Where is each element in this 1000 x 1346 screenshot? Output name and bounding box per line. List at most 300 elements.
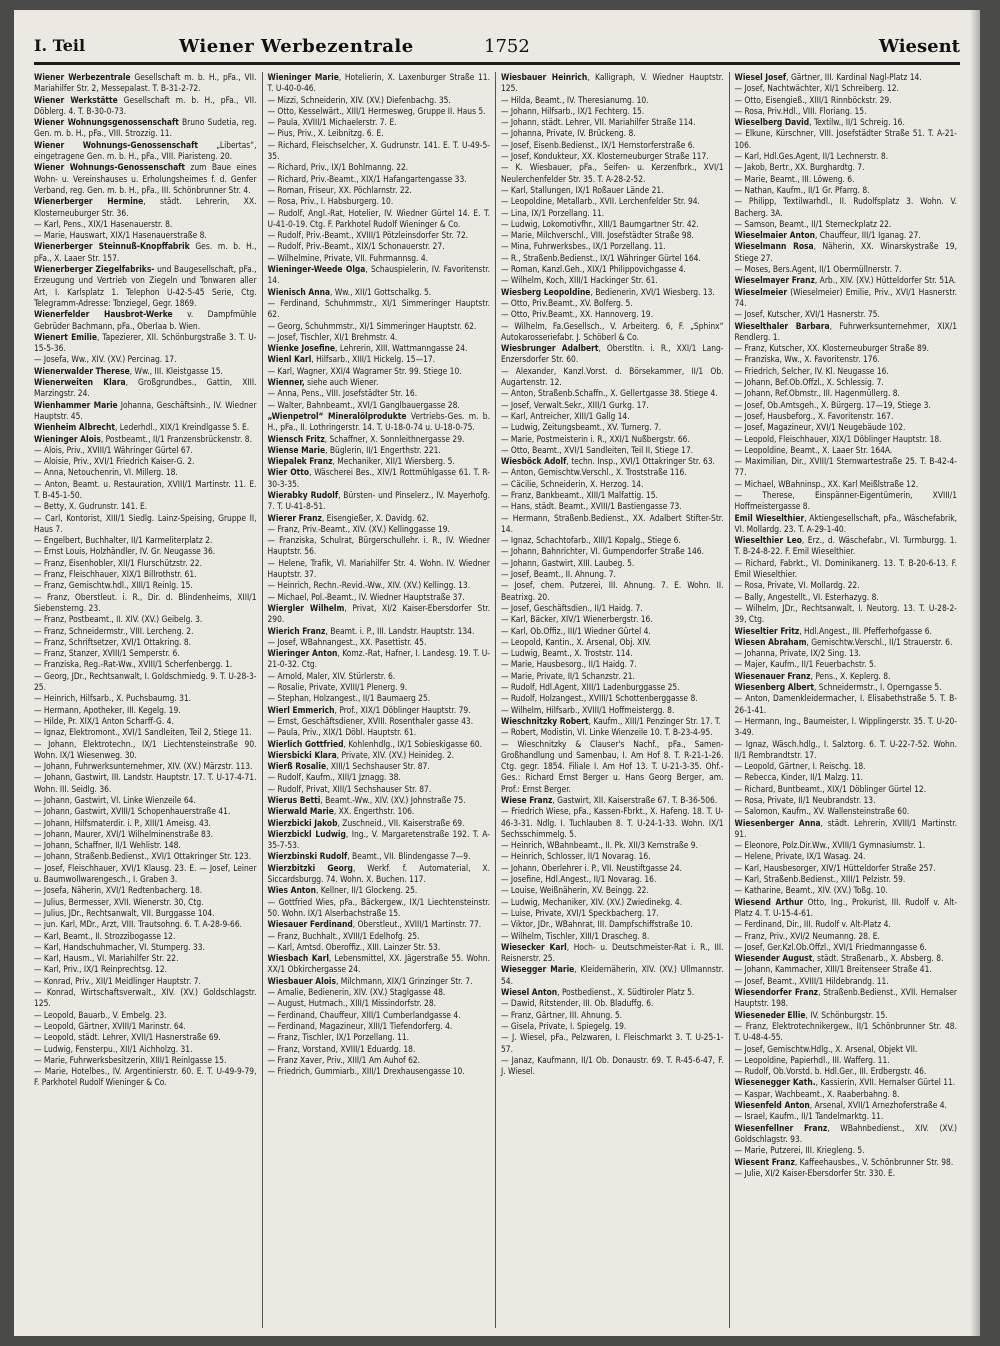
directory-entry: — Konrad, Priv., XII/1 Meidlinger Hauptstr. 7. <box>34 975 201 986</box>
directory-entry: — Ignaz, Schachtofarb., XIII/1 Kopalg., Stiege 6. <box>501 535 681 546</box>
directory-entry: — Richard, Fabrkt., VI. Dominikanerg. 13. T. B-20-6-13. F. Emil Wieselthier. <box>734 557 957 580</box>
directory-entry: Wiener Werbezentrale Gesellschaft m. b. H., pFa., VII. Mariahilfer Str. 2, Messepalast. T. B-31-2-72. <box>34 72 257 94</box>
directory-entry: Wiesböck Adolf, techn. Insp., XVI/1 Ottakringer Str. 63. <box>501 456 715 467</box>
directory-entry: — Ludwig, Fensterpu., XII/1 Aichholzg. 31. <box>34 1043 193 1054</box>
directory-entry: — Josef, Tischler, XI/1 Brehmstr. 4. <box>267 331 398 342</box>
directory-entry: Wierabky Rudolf, Bürsten- und Pinselerz., IV. Mayerhofg. 7. T. U-41-8-51. <box>267 489 490 512</box>
directory-entry: — Wilhelm, JDr., Rechtsanwalt, I. Neutorg. 13. T. U-28-2-39, Ctg. <box>734 602 957 625</box>
directory-entry: Wierzbinski Rudolf, Beamt., VII. Blindengasse 7—9. <box>267 851 471 862</box>
directory-entry: — Viktor, JDr., WBahnrat, III. Dampfschiffstraße 10. <box>501 919 693 930</box>
directory-entry: — Walter, Bahnbeamt., XVI/1 Ganglbauergasse 28. <box>267 399 460 410</box>
directory-entry: Wiener Werkstätte Gesellschaft m. b. H., pFa., VII. Döblerg. 4. T. B-30-0-73. <box>34 94 257 116</box>
directory-entry: Wienke Josefine, Lehrerin, XIII. Wattmanngasse 24. <box>267 343 468 354</box>
directory-entry: — Ludwig, Zeitungsbeamt., XV. Turnerg. 7. <box>501 422 662 433</box>
directory-entry: — Karl, Ob.Offiz., III/1 Wiedner Gürtel 4. <box>501 625 651 636</box>
directory-entry: — Helene, Private, IX/1 Wasag. 24. <box>734 851 866 862</box>
directory-entry: — Karl, Priv., IX/1 Reinprechtsg. 12. <box>34 964 168 975</box>
directory-entry: Wieselthier Leo, Erz., d. Wäschefabr., VI. Turmburgg. 1. T. B-24-8-22. F. Emil Wieselthier. <box>734 535 957 557</box>
directory-entry: Wierus Betti, Beamt.-Ww., XIV. (XV.) Johnstraße 75. <box>267 795 466 805</box>
directory-entry: Wienheim Albrecht, Lederhdl., XIX/1 Kreindlgasse 5. E. <box>34 422 250 433</box>
directory-entry: — Heinrich, WBahnbeamt., II. Pk. XII/3 Kernstraße 9. <box>501 840 698 851</box>
directory-entry: Wierl Emmerich, Prof., XIX/1 Döblinger Hauptstr. 79. <box>267 704 471 715</box>
directory-entry: Wieninger Alois, Postbeamt., II/1 Franzensbrückenstr. 8. <box>34 433 252 444</box>
directory-entry: Wierer Franz, Eisengießer, X. Davidg. 62. <box>267 512 429 523</box>
directory-entry: Wiesel Josef, Gärtner, III. Kardinal Nagl-Platz 14. <box>734 72 922 82</box>
directory-entry: — Leopold, Fleischhauer, XIX/1 Döblinger Hauptstr. 18. <box>734 433 942 444</box>
directory-entry: — Kaspar, Wachbeamt., X. Raaberbahng. 8. <box>734 1088 900 1099</box>
directory-entry: — Hilda, Beamt., IV. Theresianumg. 10. <box>501 94 649 105</box>
directory-entry: — Johann, Gastwirt, XVIII/1 Schopenhauerstraße 41. <box>34 806 231 817</box>
directory-entry: — Anton, Beamt. u. Restauration, XVIII/1 Martinstr. 11. E. T. B-45-1-50. <box>34 478 257 500</box>
directory-entry: — Josef, Fleischhauer, XVI/1 Klausg. 23. E. — Josef, Leiner u. Baumwollwarengesch., I. Graben 3. <box>34 862 257 885</box>
directory-entry: — Wilhelm, Fa.Gesellsch., V. Arbeiterg. 6, F. „Sphinx“ Autokarosseriefabr. J. Schöberl & Co. <box>501 320 724 342</box>
directory-entry: — Majer, Kaufm., II/1 Feuerbachstr. 5. <box>734 659 877 670</box>
directory-entry: — Alois, Priv., XVIII/1 Währinger Gürtel 67. <box>34 444 193 455</box>
directory-entry: — Karl, Pens., XIX/1 Hasenauerstr. 8. <box>34 218 173 229</box>
directory-entry: — Anton, Straßenb.Schaffn., X. Gellertgasse 38. Stiege 4. <box>501 388 718 399</box>
directory-entry: — Josef, Kutscher, XVI/1 Hasnerstr. 75. <box>734 309 880 320</box>
directory-entry: — Bally, Angestellt., VI. Esterhazyg. 8. <box>734 591 879 602</box>
directory-entry: — Johann, Kammacher, XIII/1 Breitenseer Straße 41. <box>734 964 932 975</box>
directory-entry: — Franz, Schriftsetzer, XVI/1 Ottakring. 8. <box>34 636 192 647</box>
directory-entry: — Karl, Stallungen, IX/1 Roßauer Lände 21. <box>501 184 664 195</box>
part-label: I. Teil <box>34 36 86 55</box>
directory-entry: — Karl, Straßenb.Bedienst., XIII/1 Pelzistr. 59. <box>734 874 906 885</box>
directory-entry: — Helene, Trafik, VI. Mariahilfer Str. 4. Wohn. IV. Wiedner Hauptstr. 37. <box>267 557 490 580</box>
directory-entry: Wienhammer Marie Johanna, Geschäftsinh., IV. Wiedner Hauptstr. 45. <box>34 399 257 421</box>
directory-entry: — Katharine, Beamt., XIV. (XV.) Toßg. 10. <box>734 885 888 896</box>
directory-entry: — Rudolf, Angl.-Rat, Hotelier, IV. Wiedner Gürtel 14. E. T. U-41-0-19. Ctg. F. Parkhotel Rudolf Wieninger & Co. <box>267 207 490 229</box>
directory-entry: — Johann, Bef.Ob.Offzl., X. Schlessig. 7. <box>734 377 884 388</box>
directory-entry: — Marie, Beamt., III. Löweng. 6. <box>734 173 855 184</box>
directory-entry: — Konrad, Wirtschaftsverwalt., XIV. (XV.) Goldschlagstr. 125. <box>34 987 257 1009</box>
directory-entry: — Michael, Pol.-Beamt., IV. Wiedner Hauptstraße 37. <box>267 591 465 602</box>
directory-entry: — Wilhelm, Koch, XIII/1 Hackinger Str. 61. <box>501 275 658 286</box>
directory-entry: Wiener Wohnungs-Genossenschaft „Libertas“, eingetragene Gen. m. b. H., pFa., VIII. Piaristeng. 20. <box>34 139 257 162</box>
directory-entry: — Roman, Kanzl.Geh., XIX/1 Philippovichgasse 4. <box>501 264 686 275</box>
directory-entry: — Karl, Bäcker, XIV/1 Wienerbergstr. 16. <box>501 614 653 625</box>
directory-entry: — Heinrich, Schlosser, II/1 Novarag. 16. <box>501 851 651 862</box>
directory-entry: — Johann, Gastwirt, III. Landstr. Hauptstr. 17. T. U-17-4-71. Wohn. III. Seidlg. 36. <box>34 772 257 794</box>
directory-entry: — Julie, XI/2 Kaiser-Ebersdorfer Str. 330. E. <box>734 1167 896 1178</box>
directory-entry: — Franz, Bankbeamt., XIII/1 Malfattig. 15. <box>501 489 658 500</box>
directory-entry: — Marie, Hotelbes., IV. Argentinierstr. 60. E. T. U-49-9-79, F. Parkhotel Rudolf Wieninger & Co. <box>34 1066 257 1088</box>
directory-entry: — Leopoldine, Papierhdl., III. Wafferg. 11. <box>734 1054 890 1065</box>
directory-entry: — Elkune, Kürschner, VIII. Josefstädter Straße 51. T. A-21-106. <box>734 128 957 150</box>
directory-entry: — Franz, Kutscher, XX. Klosterneuburger Straße 89. <box>734 343 930 354</box>
directory-entry: — Otto, Eisengieß., XIII/1 Rinnböckstr. 29. <box>734 94 892 105</box>
directory-entry: — Johann, Oberlehrer i. P., VII. Neustiftgasse 24. <box>501 862 682 873</box>
directory-entry: Wieselmeier (Wieselmeier) Emilie, Priv., XVI/1 Hasnerstr. 74. <box>734 286 957 308</box>
directory-entry: — Mina, Fuhrwerksbes., IX/1 Porzellang. 11. <box>501 241 666 252</box>
directory-entry: — Rudolf, Privat, XIII/1 Sechshauser Str. 87. <box>267 783 432 794</box>
directory-entry: — Georg, Schuhmmstr., XI/1 Simmeringer Hauptstr. 62. <box>267 320 477 331</box>
directory-entry: Wiener Wohnungs-Genossenschaft zum Baue eines Wohn- u. Vereinshauses u. Erholungsheimes f. d. Genfer Verband, reg. Gen. m. b. H., pFa., III. Schönbrunner Str. 4. <box>34 162 257 195</box>
directory-entry: — Johann, Schaffner, II/1 Wehlistr. 148. <box>34 840 181 851</box>
directory-entry: — Anton, Gemischtw.Verschl., X. Troststraße 116. <box>501 467 687 478</box>
directory-entry: Wiesauer Ferdinand, Oberstleut., XVIII/1 Martinstr. 77. <box>267 919 482 930</box>
directory-entry: — Rudolf, Priv.-Beamt., XVIII/1 Pötzleinsdorfer Str. 72. <box>267 230 469 241</box>
directory-entry: Wiesegger Marie, Kleidernäherin, XIV. (XV.) Ullmannstr. 54. <box>501 964 724 986</box>
directory-entry: — Mizzi, Schneiderin, XIV. (XV.) Diefenbachg. 35. <box>267 94 451 105</box>
directory-page <box>14 10 980 1336</box>
directory-entry: Wiesenberg Albert, Schneidermstr., I. Operngasse 5. <box>734 682 942 693</box>
directory-entry: — Georg, JDr., Rechtsanwalt, I. Goldschmiedg. 9. T. U-28-3-25. <box>34 670 257 693</box>
directory-entry: — Paula, Priv., XIX/1 Döbl. Hauptstr. 61. <box>267 727 417 738</box>
directory-entry: — Pius, Priv., X. Leibnitzg. 6. E. <box>267 128 384 139</box>
directory-entry: — Julius, JDr., Rechtsanwalt, VII. Burggasse 104. <box>34 907 215 918</box>
directory-entry: — Johann, Hilfsmaterdir. i. P., XIII/1 Ameisg. 43. <box>34 817 211 828</box>
right-running-head: Wiesent <box>878 36 960 57</box>
directory-entry: — Maximilian, Dir., XVIII/1 Sternwartestraße 25. T. B-42-4-77. <box>734 456 957 478</box>
directory-entry: — Wilhelmine, Private, VII. Fuhrmannsg. 4. <box>267 252 429 263</box>
directory-entry: — Franz, Priv.-Beamt., XIV. (XV.) Kellinggasse 19. <box>267 523 450 534</box>
directory-entry: — Johanna, Private, IX/2 Sing. 13. <box>734 648 861 659</box>
directory-entry: — Josef, chem. Putzerei, III. Ahnung. 7. E. Wohn. II. Beatrixg. 20. <box>501 580 724 602</box>
directory-entry: — Franz, Schneidermstr., VIII. Lercheng. 2. <box>34 625 194 636</box>
directory-entry: — Rosa, Priv., I. Habsburgerg. 10. <box>267 196 394 207</box>
directory-entry: — Marie, Hausbesorg., II/1 Haidg. 7. <box>501 659 637 670</box>
directory-entry: Wiesenfellner Franz, WBahnbedienst., XIV. (XV.) Goldschlagstr. 93. <box>734 1122 957 1144</box>
directory-entry: Wiesenfeld Anton, Arsenal, XVII/1 Arnezhoferstraße 4. <box>734 1100 947 1111</box>
directory-entry: — Franziska, Schulrat, Bürgerschullehr. i. R., IV. Wiedner Hauptstr. 56. <box>267 535 490 557</box>
page-header <box>34 32 960 65</box>
directory-entry: — Franz, Fleischhauer, XIX/1 Billrothstr. 61. <box>34 569 197 580</box>
directory-entry: — Ernst Louis, Holzhändler, IV. Gr. Neugasse 36. <box>34 546 216 557</box>
directory-entry: Wienerberger Steinnuß-Knopffabrik Ges. m. b. H., pFa., X. Laaer Str. 157. <box>34 241 257 263</box>
directory-entry: Wierlich Gottfried, Kohlenhdlg., IX/1 Sobieskigasse 60. <box>267 738 482 749</box>
directory-entry: — K. Wiesbauer, pFa., Seifen- u. Kerzenfbrk., XVI/1 Neulerchenfelder Str. 35. T. A-28-2-52. <box>501 162 724 184</box>
directory-entry: — Heinrich, Rechn.-Revid.-Ww., XIV. (XV.) Kellingg. 13. <box>267 580 471 591</box>
directory-entry: — Hans, städt. Beamt., XVIII/1 Bastiengasse 73. <box>501 501 682 512</box>
directory-entry: — Karl, Wagner, XXI/4 Wagramer Str. 99. Stiege 10. <box>267 365 462 376</box>
directory-entry: Wiesend Arthur Otto, Ing., Prokurist, III. Rudolf v. Alt-Platz 4. T. U-15-4-61. <box>734 896 957 918</box>
directory-entry: — Carl, Kontorist, XIII/1 Siedlg. Lainz-Speising, Gruppe II, Haus 7. <box>34 512 257 534</box>
directory-entry: — Aloisie, Priv., XVI/1 Friedrich Kaiser-G. 2. <box>34 456 195 467</box>
directory-entry: — Josefine, Hdl.Angest., II/1 Novarag. 16. <box>501 874 657 885</box>
directory-entry: Wienerberger Hermine, städt. Lehrerin, XX. Klosterneuburger Str. 36. <box>34 196 257 218</box>
directory-entry: Wies Anton, Kellner, II/1 Glockeng. 25. <box>267 885 418 896</box>
directory-entry: — Johann, Gastwirt, XIII. Laubeg. 5. <box>501 557 635 568</box>
directory-entry: — Leopoldine, Beamt., X. Laaer Str. 164A. <box>734 444 893 455</box>
directory-entry: — Philipp, Textilwarhdl., II. Rudolfsplatz 3. Wohn. V. Bacherg. 3A. <box>734 196 957 218</box>
left-running-head: Wiener Werbezentrale <box>179 36 414 57</box>
directory-entry: — Paula, XVIII/1 Michaelerstr. 7. E. <box>267 117 397 128</box>
directory-entry: — Alexander, Kanzl.Vorst. d. Börsekammer, II/1 Ob. Augartenstr. 12. <box>501 365 724 388</box>
directory-entry: — Marie, Postmeisterin i. R., XXI/1 Nußbergstr. 66. <box>501 433 690 444</box>
directory-entry: Wiesender August, städt. Straßenarb., X. Absberg. 8. <box>734 953 944 964</box>
directory-entry: Wierich Franz, Beamt. i. P., III. Landstr. Hauptstr. 134. <box>267 625 475 636</box>
directory-entry: — Ferdinand, Chauffeur, XIII/1 Cumberlandgasse 4. <box>267 1009 461 1020</box>
directory-entry: — Josef, Hausbeforg., X. Favoritenstr. 167. <box>734 410 894 421</box>
directory-entry: — Otto, Kesselwärt., XIII/1 Hermesweg, Gruppe II. Haus 5. <box>267 105 486 116</box>
directory-entry: — Salomon, Kaufm., XV. Wallensteinstraße 60. <box>734 806 910 817</box>
directory-entry: — Otto, Beamt., XVI/1 Sandleiten, Teil II, Stiege 17. <box>501 444 694 455</box>
directory-entry: — Josef, Kondukteur, XX. Klosterneuburger Straße 117. <box>501 151 709 162</box>
directory-entry: — Josef, Magazineur, XVI/1 Neugebäude 102. <box>734 422 906 433</box>
directory-entry: — Franziska, Reg.-Rat-Ww., XVIII/1 Scherfenbergg. 1. <box>34 659 233 670</box>
directory-entry: — Josef, Ob.Amtsgeh., X. Bürgerg. 17—19, Stiege 3. <box>734 399 931 410</box>
directory-entry: — Josef, Verwalt.Sekr., XIII/1 Gurkg. 17. <box>501 399 649 410</box>
directory-entry: Wienisch Anna, Ww., XII/1 Gottschalkg. 5. <box>267 286 432 297</box>
directory-entry: — Ferdinand, Schuhmmstr., XI/1 Simmeringer Hauptstr. 62. <box>267 297 490 320</box>
directory-entry: — Franz, Postbeamt., II. XIV. (XV.) Geibelg. 3. <box>34 614 203 625</box>
directory-entry: — Anna, Netouchenrin, VI. Millerg. 18. <box>34 467 178 478</box>
directory-entry: Wiersbicki Klara, Private, XIV. (XV.) Heinideg. 2. <box>267 749 455 760</box>
directory-entry: — Leopold, Gärtner, I. Reischg. 18. <box>734 761 866 772</box>
directory-entry: Wierzbitzki Georg, Werkf. f. Automaterial, X. Siccardsburgg. 74. Wohn. X. Buchen. 117. <box>267 862 490 885</box>
directory-entry: — Johann, Gastwirt, VI. Linke Wienzeile 64. <box>34 795 196 805</box>
directory-entry: — Franz, Eisenhobler, XII/1 Flurschützstr. 22. <box>34 557 202 568</box>
directory-entry: — Anton, Damenkleidermacher, I. Elisabethstraße 5. T. B-26-1-41. <box>734 693 957 715</box>
directory-entry: — Marie, Putzerei, III. Kriegleng. 5. <box>734 1145 865 1156</box>
directory-entry: — Ernst, Geschäftsdiener, XVIII. Rosenthaler gasse 43. <box>267 715 474 726</box>
directory-entry: — jun. Karl, MDr., Arzt, VIII. Trautsohng. 6. T. A-28-9-66. <box>34 919 243 930</box>
directory-entry: — Samson, Beamt., II/1 Sterneckplatz 22. <box>734 218 892 229</box>
directory-entry: Wiesbauer Alois, Milchmann, XIX/1 Grinzinger Str. 7. <box>267 975 473 986</box>
directory-entry: Wierzbickl Ludwig, Ing., V. Margaretenstraße 192. T. A-35-7-53. <box>267 828 490 851</box>
directory-entry: Wieselmann Rosa, Näherin, XX. Winarskystraße 19, Stiege 27. <box>734 241 957 263</box>
directory-entry: — R., Straßenb.Bedienst., IX/1 Währinger Gürtel 164. <box>501 252 701 263</box>
directory-entry: — Josef, WBahnangest., XX. Pasettistr. 45. <box>267 636 427 647</box>
directory-entry: — Dawid, Ritstender, III. Ob. Bladuffg. 6. <box>501 998 654 1009</box>
directory-entry: — Rudolf, Holzangest., XVIII/1 Schottenberggasse 8. <box>501 693 698 704</box>
directory-entry: — Johann, städt. Lehrer, VII. Mariahilfer Straße 114. <box>501 117 696 128</box>
directory-entry: Wiener Wohnungsgenossenschaft Bruno Sudetia, reg. Gen. m. b. H., pFa., VIII. Strozzig. 11. <box>34 117 257 139</box>
column-3 <box>495 72 729 1328</box>
directory-entry: — Stephan, Holzangest., II/1 Baumaerg 25. <box>267 693 431 704</box>
directory-entry: Wienert Emilie, Tapezierer, XII. Schönburgstraße 3. T. U-15-5-36. <box>34 331 257 354</box>
directory-entry: — August, Hutmach., XIII/1 Missindorfstr. 28. <box>267 998 437 1009</box>
directory-entry: — Ludwig, Lokomotivfhr., XIII/1 Baumgartner Str. 42. <box>501 218 699 229</box>
directory-entry: Wienerfelder Hausbrot-Werke v. Dampfmühle Gebrüder Bachmann, pFa., Oberlaa b. Wien. <box>34 309 257 331</box>
directory-entry: Wienl Karl, Hilfsarb., XIII/1 Hickelg. 15—17. <box>267 354 436 365</box>
directory-entry: — Josef, Ger.Kzl.Ob.Offzl., XVI/1 Friedmanngasse 6. <box>734 941 927 952</box>
directory-entry: — Richard, Priv.-Beamt., XIX/1 Hafangartengasse 33. <box>267 173 467 184</box>
directory-entry: — Franz, Oberstleut. i. R., Dir. d. Blindenheims, XIII/1 Siebensterng. 23. <box>34 591 257 613</box>
directory-entry: Wierß Rosalie, XIII/1 Sechshauser Str. 87. <box>267 761 430 772</box>
directory-entry: — Israel, Kaufm., II/1 Tandelmarktg. 11. <box>734 1111 884 1122</box>
directory-entry: — Leopold, Gärtner, XVIII/1 Marinstr. 64. <box>34 1020 186 1031</box>
directory-entry: — Karl, Hausbesorger, XIV/1 Hütteldorfer Straße 257. <box>734 862 936 873</box>
column-4 <box>729 72 963 1328</box>
directory-entry: — Robert, Modistin, VI. Linke Wienzeile 10. T. B-23-4-95. <box>501 727 713 738</box>
directory-entry: — Franz, Vorstand, XVIII/1 Eduardg. 18. <box>267 1043 416 1054</box>
directory-entry: Wieninger-Weede Olga, Schauspielerin, IV. Favoritenstr. 14. <box>267 264 490 286</box>
directory-entry: — Franz, Gärtner, III. Ahnung. 5. <box>501 1009 623 1020</box>
directory-entry: — Johann, Bahnrichter, VI. Gumpendorfer Straße 146. <box>501 546 704 557</box>
directory-entry: Wienerwalder Therese, Ww., III. Kleistgasse 15. <box>34 365 223 376</box>
directory-entry: — Franz, Elektrotechnikergew., II/1 Schönbrunner Str. 48. T. U-48-4-55. <box>734 1020 957 1043</box>
directory-entry: — Karl, Beamt., II. Strozzibogasse 12. <box>34 930 176 941</box>
directory-entry: — Josef, Eisenb.Bedienst., IX/1 Hernstorferstraße 6. <box>501 139 695 150</box>
directory-entry: — Rudolf, Hdl.Agent, XIII/1 Ladenburggasse 25. <box>501 682 680 693</box>
directory-entry: Wienerberger Ziegelfabriks- und Baugesellschaft, pFa., Erzeugung und Vertrieb von Ziegeln und Tonwaren aller Art, I. Karlsplatz 1. Telephon U-42-5-45 Serie, Ctg. Telegramm-Adresse: Tonziegel, Gegr. 1869. <box>34 264 257 308</box>
directory-columns <box>34 72 962 1328</box>
directory-entry: Wiesberg Leopoldine, Bedienerin, XVI/1 Wiesberg. 13. <box>501 286 715 297</box>
directory-entry: — Arnold, Maler, XIV. Stürlerstr. 6. <box>267 670 396 681</box>
directory-entry: — Franz, Gemischtw.hdl., XIII/1 Reinlg. 15. <box>34 580 193 591</box>
directory-entry: Wiesenberger Anna, städt. Lehrerin, XVIII/1 Martinstr. 91. <box>734 817 957 839</box>
directory-entry: — Otto, Priv.Beamt., XX. Hannoverg. 19. <box>501 309 653 320</box>
directory-entry: — Karl, Hausm., VI. Mariahilfer Str. 22. <box>34 953 179 964</box>
directory-entry: Wierwald Marie, XX. Engerthstr. 106. <box>267 806 415 817</box>
directory-entry: — Johann, Maurer, XVI/1 Wilhelminenstraße 83. <box>34 828 214 839</box>
directory-entry: — Wilhelm, Hilfsarb., XVIII/1 Hoffmeistergg. 8. <box>501 704 675 715</box>
directory-entry: — Rudolf, Ob.Vorstd. b. Hdl.Ger., III. Erdbergstr. 46. <box>734 1066 927 1077</box>
directory-entry: — Franziska, Ww., X. Favoritenstr. 176. <box>734 354 880 365</box>
directory-entry: — Josef, Gemischtw.Hdlg., X. Arsenal, Objekt VII. <box>734 1043 918 1054</box>
directory-entry: — Moses, Bers.Agent, II/1 Obermüllnerstr. 7. <box>734 264 902 275</box>
directory-entry: — Luise, Private, XVI/1 Speckbacherg. 17. <box>501 907 659 918</box>
directory-entry: — Richard, Fleischselcher, X. Gudrunstr. 141. E. T. U-49-5-35. <box>267 139 490 162</box>
directory-entry: Wieselmayer Franz, Arb., XIV. (XV.) Hütteldorfer Str. 51A. <box>734 275 957 286</box>
directory-entry: „Wienpetrol“ Mineralölprodukte Vertriebs-Ges. m. b. H., pFa., II. Lothringerstr. 14. T. U-18-0-74 u. U-18-0-75. <box>267 410 490 433</box>
directory-entry: — Ludwig, Beamt., X. Troststr. 114. <box>501 648 633 659</box>
directory-entry: — Janaz, Kaufmann, II/1 Ob. Donaustr. 69. T. R-45-6-47, F. J. Wiesel. <box>501 1054 724 1077</box>
directory-entry: — Rudolf, Kaufm., XIII/1 Jznagg. 38. <box>267 772 401 783</box>
directory-entry: Wienner, siehe auch Wiener. <box>267 377 379 388</box>
directory-entry: — Josefa, Näherin, XVI/1 Redtenbacherg. 18. <box>34 885 203 896</box>
directory-entry: Wieringer Anton, Komz.-Rat, Hafner, I. Landesg. 19. T. U-21-0-32. Ctg. <box>267 648 491 670</box>
directory-entry: — Gisela, Private, I. Spiegelg. 19. <box>501 1020 627 1031</box>
page-number: 1752 <box>484 36 530 57</box>
directory-entry: — Hilde, Pr. XIX/1 Anton Scharff-G. 4. <box>34 715 174 726</box>
directory-entry: Wiesent Franz, Kaffeehausbes., V. Schönbrunner Str. 98. <box>734 1156 954 1167</box>
directory-entry: — Josef, Beamt., XVIII/1 Hildebrandg. 11. <box>734 975 889 986</box>
directory-entry: — Ludwig, Mechaniker, XIV. (XV.) Zwiedinekg. 4. <box>501 896 683 907</box>
directory-entry: — Franz, Priv., XVI/2 Neumanng. 28. E. <box>734 930 880 941</box>
directory-entry: — Johann, Hilfsarb., IX/1 Fechterg. 15. <box>501 105 645 116</box>
directory-entry: Wiesenauer Franz, Pens., X. Keplerg. 8. <box>734 670 891 681</box>
directory-entry: Wier Otto, Wäscherei Bes., XIV/1 Rottmühlgasse 61. T. R-30-3-35. <box>267 467 491 489</box>
directory-entry: Wieselthaler Barbara, Fuhrwerksunternehmer, XIX/1 Rendlerg. 1. <box>734 320 957 342</box>
directory-entry: Wiesendorfer Franz, Straßenb.Bedienst., XVII. Hernalser Hauptstr. 198. <box>734 987 957 1009</box>
directory-entry: — Leopold, Kantin., X. Arsenal, Obj. XIV. <box>501 636 651 647</box>
directory-entry: — Friedrich Wiese, pFa., Kassen-Fbrkt., X. Hafeng. 18. T. U-46-3-31. Ndlg. I. Tuchlauben 8. T. U-24-1-33. Wohn. IX/1 Sechsschimmelg. 5. <box>501 806 724 839</box>
directory-entry: Wienerweiten Klara, Großgrundbes., Gattin, XIII. Marzingstr. 24. <box>34 377 257 399</box>
directory-entry: — Franz, Stanzer, XVIII/1 Semperstr. 6. <box>34 648 180 659</box>
directory-entry: — Johann, Ref.Obmstr., III. Hagenmüllerg. 8. <box>734 388 900 399</box>
directory-entry: — Rebecca, Kinder, II/1 Malzg. 11. <box>734 772 864 783</box>
directory-entry: — Lina, IX/1 Porzellang. 11. <box>501 207 605 218</box>
directory-entry: — Leopoldine, Metallarb., XVII. Lerchenfelder Str. 94. <box>501 196 700 207</box>
directory-entry: — Wilhelm, Tischler, XIII/1 Drascheg. 8. <box>501 930 650 941</box>
directory-entry: — Josef, Beamt., II. Ahnung. 7. <box>501 569 616 580</box>
directory-entry: — Gottfried Wies, pFa., Bäckergew., IX/1 Liechtensteinstr. 50. Wohn. IX/1 Alserbachstraße 15. <box>267 896 490 918</box>
column-2 <box>262 72 496 1328</box>
directory-entry: Emil Wieselthier, Aktiengesellschaft, pFa., Wäschefabrik, VI. Mollardg. 23. T. A-29-1-40. <box>734 512 957 534</box>
directory-entry: — Franz, Tischler, IX/1 Porzellang. 11. <box>267 1032 410 1043</box>
directory-entry: — Michael, WBahninsp., XX. Karl Meißlstraße 12. <box>734 478 919 489</box>
directory-entry: — Hermann, Apotheker, III. Kegelg. 19. <box>34 704 181 715</box>
directory-entry: — Ignaz, Wäsch.hdlg., I. Salztorg. 6. T. U-22-7-52. Wohn. II/1 Rembrandtstr. 17. <box>734 738 957 760</box>
directory-entry: — Cäcilie, Schneiderin, X. Herzog. 14. <box>501 478 644 489</box>
directory-entry: Wieselmaier Anton, Chauffeur, III/1 Iganag. 27. <box>734 230 921 241</box>
directory-entry: Wierzbicki Jakob, Zuschneid., VII. Kaiserstraße 69. <box>267 817 465 828</box>
directory-entry: Wiesen Abraham, Gemischtw.Verschl., II/1 Strauerstr. 6. <box>734 636 953 647</box>
directory-entry: — Leopold, Bauarb., V. Embelg. 23. <box>34 1009 167 1020</box>
directory-entry: — Johanna, Private, IV. Brückeng. 8. <box>501 128 636 139</box>
directory-entry: — Johann, Elektrotechn., IX/1 Liechtensteinstraße 90. Wohn. IX/1 Wiesenweg. 30. <box>34 738 257 760</box>
directory-entry: — Rosalie, Private, XVIII/1 Plenerg. 9. <box>267 682 408 693</box>
directory-entry: Wiepalek Franz, Mechaniker, XII/1 Wiersberg. 5. <box>267 456 455 467</box>
directory-entry: — Friedrich, Selcher, IV. Kl. Neugasse 16. <box>734 365 889 376</box>
directory-entry: — Karl, Antreicher, XIII/1 Gallg 14. <box>501 410 630 421</box>
directory-entry: Wiesbrunger Adalbert, Oberstltn. i. R., XXI/1 Lang-Enzersdorfer Str. 60. <box>501 343 724 365</box>
directory-entry: — Louise, Weißnäherin, XV. Beingg. 22. <box>501 885 649 896</box>
directory-entry: — Karl, Hdl.Ges.Agent, II/1 Lechnerstr. 8. <box>734 151 889 162</box>
directory-entry: — Marie, Milchverschl., VIII. Josefstädter Straße 98. <box>501 230 694 241</box>
directory-entry: — Roman, Friseur, XX. Pöchlarnstr. 22. <box>267 184 412 195</box>
directory-entry: — Rosa, Private, II/1 Neubrandstr. 13. <box>734 795 876 805</box>
directory-entry: — Eleonore, Polz.Dir.Ww., XVIII/1 Gymnasiumstr. 1. <box>734 840 926 851</box>
directory-entry: — Marie, Fuhrwerksbesitzerin, XIII/1 Reinlgasse 15. <box>34 1054 227 1065</box>
scan-edge-shadow <box>970 10 980 1336</box>
directory-entry: Wiese Franz, Gastwirt, XII. Kaiserstraße 67. T. B-36-506. <box>501 795 718 805</box>
directory-entry: — Franz Xaver, Priv., XIII/1 Am Auhof 62. <box>267 1054 421 1065</box>
directory-entry: — Ignaz, Elektromont., XVI/1 Sandleiten, Teil 2, Stiege 11. <box>34 727 252 738</box>
directory-entry: — Hermann, Ing., Baumeister, I. Wipplingerstr. 35. T. U-20-3-49. <box>734 715 957 738</box>
directory-entry: — Johann, Fuhrwerksunternehmer, XIV. (XV.) Märzstr. 113. <box>34 761 253 772</box>
directory-entry: — Johann, Straßenb.Bedienst., XVI/1 Ottakringer Str. 123. <box>34 851 251 862</box>
directory-entry: — Heinrich, Hilfsarb., X. Puchsbaumg. 31. <box>34 693 192 704</box>
directory-entry: — J. Wiesel, pFa., Pelzwaren, I. Fleischmarkt 3. T. U-25-1-57. <box>501 1032 724 1054</box>
directory-entry: Wieseneder Ellie, IV. Schönburgstr. 15. <box>734 1009 888 1020</box>
directory-entry: Wiensch Fritz, Schaffner, X. Sonnleithnergasse 29. <box>267 433 465 444</box>
directory-entry: — Engelbert, Buchhalter, II/1 Karmeliterplatz 2. <box>34 535 213 546</box>
directory-entry: — Hermann, Straßenb.Bedienst., XX. Adalbert Stifter-Str. 14. <box>501 512 724 534</box>
directory-entry: — Anna, Pens., VIII. Josefstädter Str. 16. <box>267 388 418 399</box>
directory-entry: — Ferdinand, Magazineur, XIII/1 Tiefendorferg. 4. <box>267 1020 453 1031</box>
directory-entry: — Rosa, Private, VI. Mollardg. 22. <box>734 580 860 591</box>
directory-entry: Wiesbauer Heinrich, Kalligraph, V. Wiedner Hauptstr. 125. <box>501 72 724 94</box>
directory-entry: — Karl, Handschuhmacher, VI. Stumperg. 33. <box>34 941 205 952</box>
directory-entry: — Rosa, Priv.Hdl., VIII. Floriang. 15. <box>734 105 867 116</box>
directory-entry: Wiesenegger Kath., Kassierin, XVII. Hernalser Gürtel 11. <box>734 1077 956 1088</box>
directory-entry: Wieseltier Fritz, Hdl.Angest., III. Pfefferhofgasse 6. <box>734 625 932 636</box>
directory-entry: — Ferdinand, Dir., III. Rudolf v. Alt-Platz 4. <box>734 919 891 930</box>
directory-entry: — Josef, Geschäftsdien., II/1 Haidg. 7. <box>501 602 643 613</box>
directory-entry: — Nathan, Kaufm., II/1 Gr. Pfarrg. 8. <box>734 184 870 195</box>
directory-entry: — Josef, Nachtwächter, XI/1 Schreiberg. 12. <box>734 83 899 94</box>
directory-entry: Wiense Marie, Büglerin, II/1 Engerthstr. 221. <box>267 444 441 455</box>
directory-entry: — Marie, Private, II/1 Schanzstr. 21. <box>501 670 635 681</box>
directory-entry: — Josefa, Ww., XIV. (XV.) Percinag. 17. <box>34 354 177 365</box>
directory-entry: — Julius, Bermesser, XVII. Wienerstr. 30, Ctg. <box>34 896 204 907</box>
directory-entry: — Richard, Priv., IX/1 Bohlmanng. 22. <box>267 162 409 173</box>
directory-entry: — Karl, Amtsd. Oberoffiz., XIII. Lainzer Str. 53. <box>267 941 441 952</box>
directory-entry: Wieschnitzky Robert, Kaufm., XIII/1 Penzinger Str. 17. T. <box>501 715 721 726</box>
directory-entry: — Franz, Buchhalt., XVIII/1 Edelhofg. 25. <box>267 930 420 941</box>
directory-entry: Wiesel Anton, Postbedienst., X. Südtiroler Platz 5. <box>501 987 695 998</box>
directory-entry: — Marie, Hauswart, XIX/1 Hasenauerstraße 8. <box>34 230 207 241</box>
directory-entry: — Jakob, Bertr., XX. Burghardtg. 7. <box>734 162 865 173</box>
directory-entry: — Wieschnitzky & Clauser's Nachf., pFa., Samen-Großhandlung und Samenbau, I. Am Hof 8. T. R-21-1-26. Ctg. gegr. 1854. Filiale I. Am Hof 13. T. U-21-3-35. Ohf.-Ges.: Richard Ernst Berger u. Hans Georg Berger, am. Prof.: Ernst Berger. <box>501 738 724 794</box>
directory-entry: Wiesbach Karl, Lebensmittel, XX. Jägerstraße 55. Wohn. XX/1 Obkirchergasse 24. <box>267 953 490 975</box>
directory-entry: — Amalie, Bedienerin, XIV. (XV.) Staglgasse 48. <box>267 987 446 998</box>
directory-entry: Wiesecker Karl, Hoch- u. Deutschmeister-Rat i. R., III. Reisnerstr. 25. <box>501 941 724 964</box>
directory-entry: — Friedrich, Gummiarb., XIII/1 Drexhausengasse 10. <box>267 1066 465 1077</box>
directory-entry: — Richard, Buntbeamt., XIX/1 Döblinger Gürtel 12. <box>734 783 927 794</box>
column-1 <box>34 72 262 1328</box>
directory-entry: — Betty, X. Gudrunstr. 141. E. <box>34 501 148 512</box>
directory-entry: Wieselberg David, Textilw., II/1 Schreig. 16. <box>734 117 905 128</box>
directory-entry: — Otto, Priv.Beamt., XV. Bolferg. 5. <box>501 297 633 308</box>
directory-entry: Wiergler Wilhelm, Privat, XI/2 Kaiser-Ebersdorfer Str. 290. <box>267 602 490 625</box>
directory-entry: — Therese, Einspänner-Eigentümerin, XVIII/1 Hoffmeistergasse 8. <box>734 489 957 512</box>
directory-entry: Wieninger Marie, Hotelierin, X. Laxenburger Straße 11. T. U-40-0-46. <box>267 72 490 94</box>
